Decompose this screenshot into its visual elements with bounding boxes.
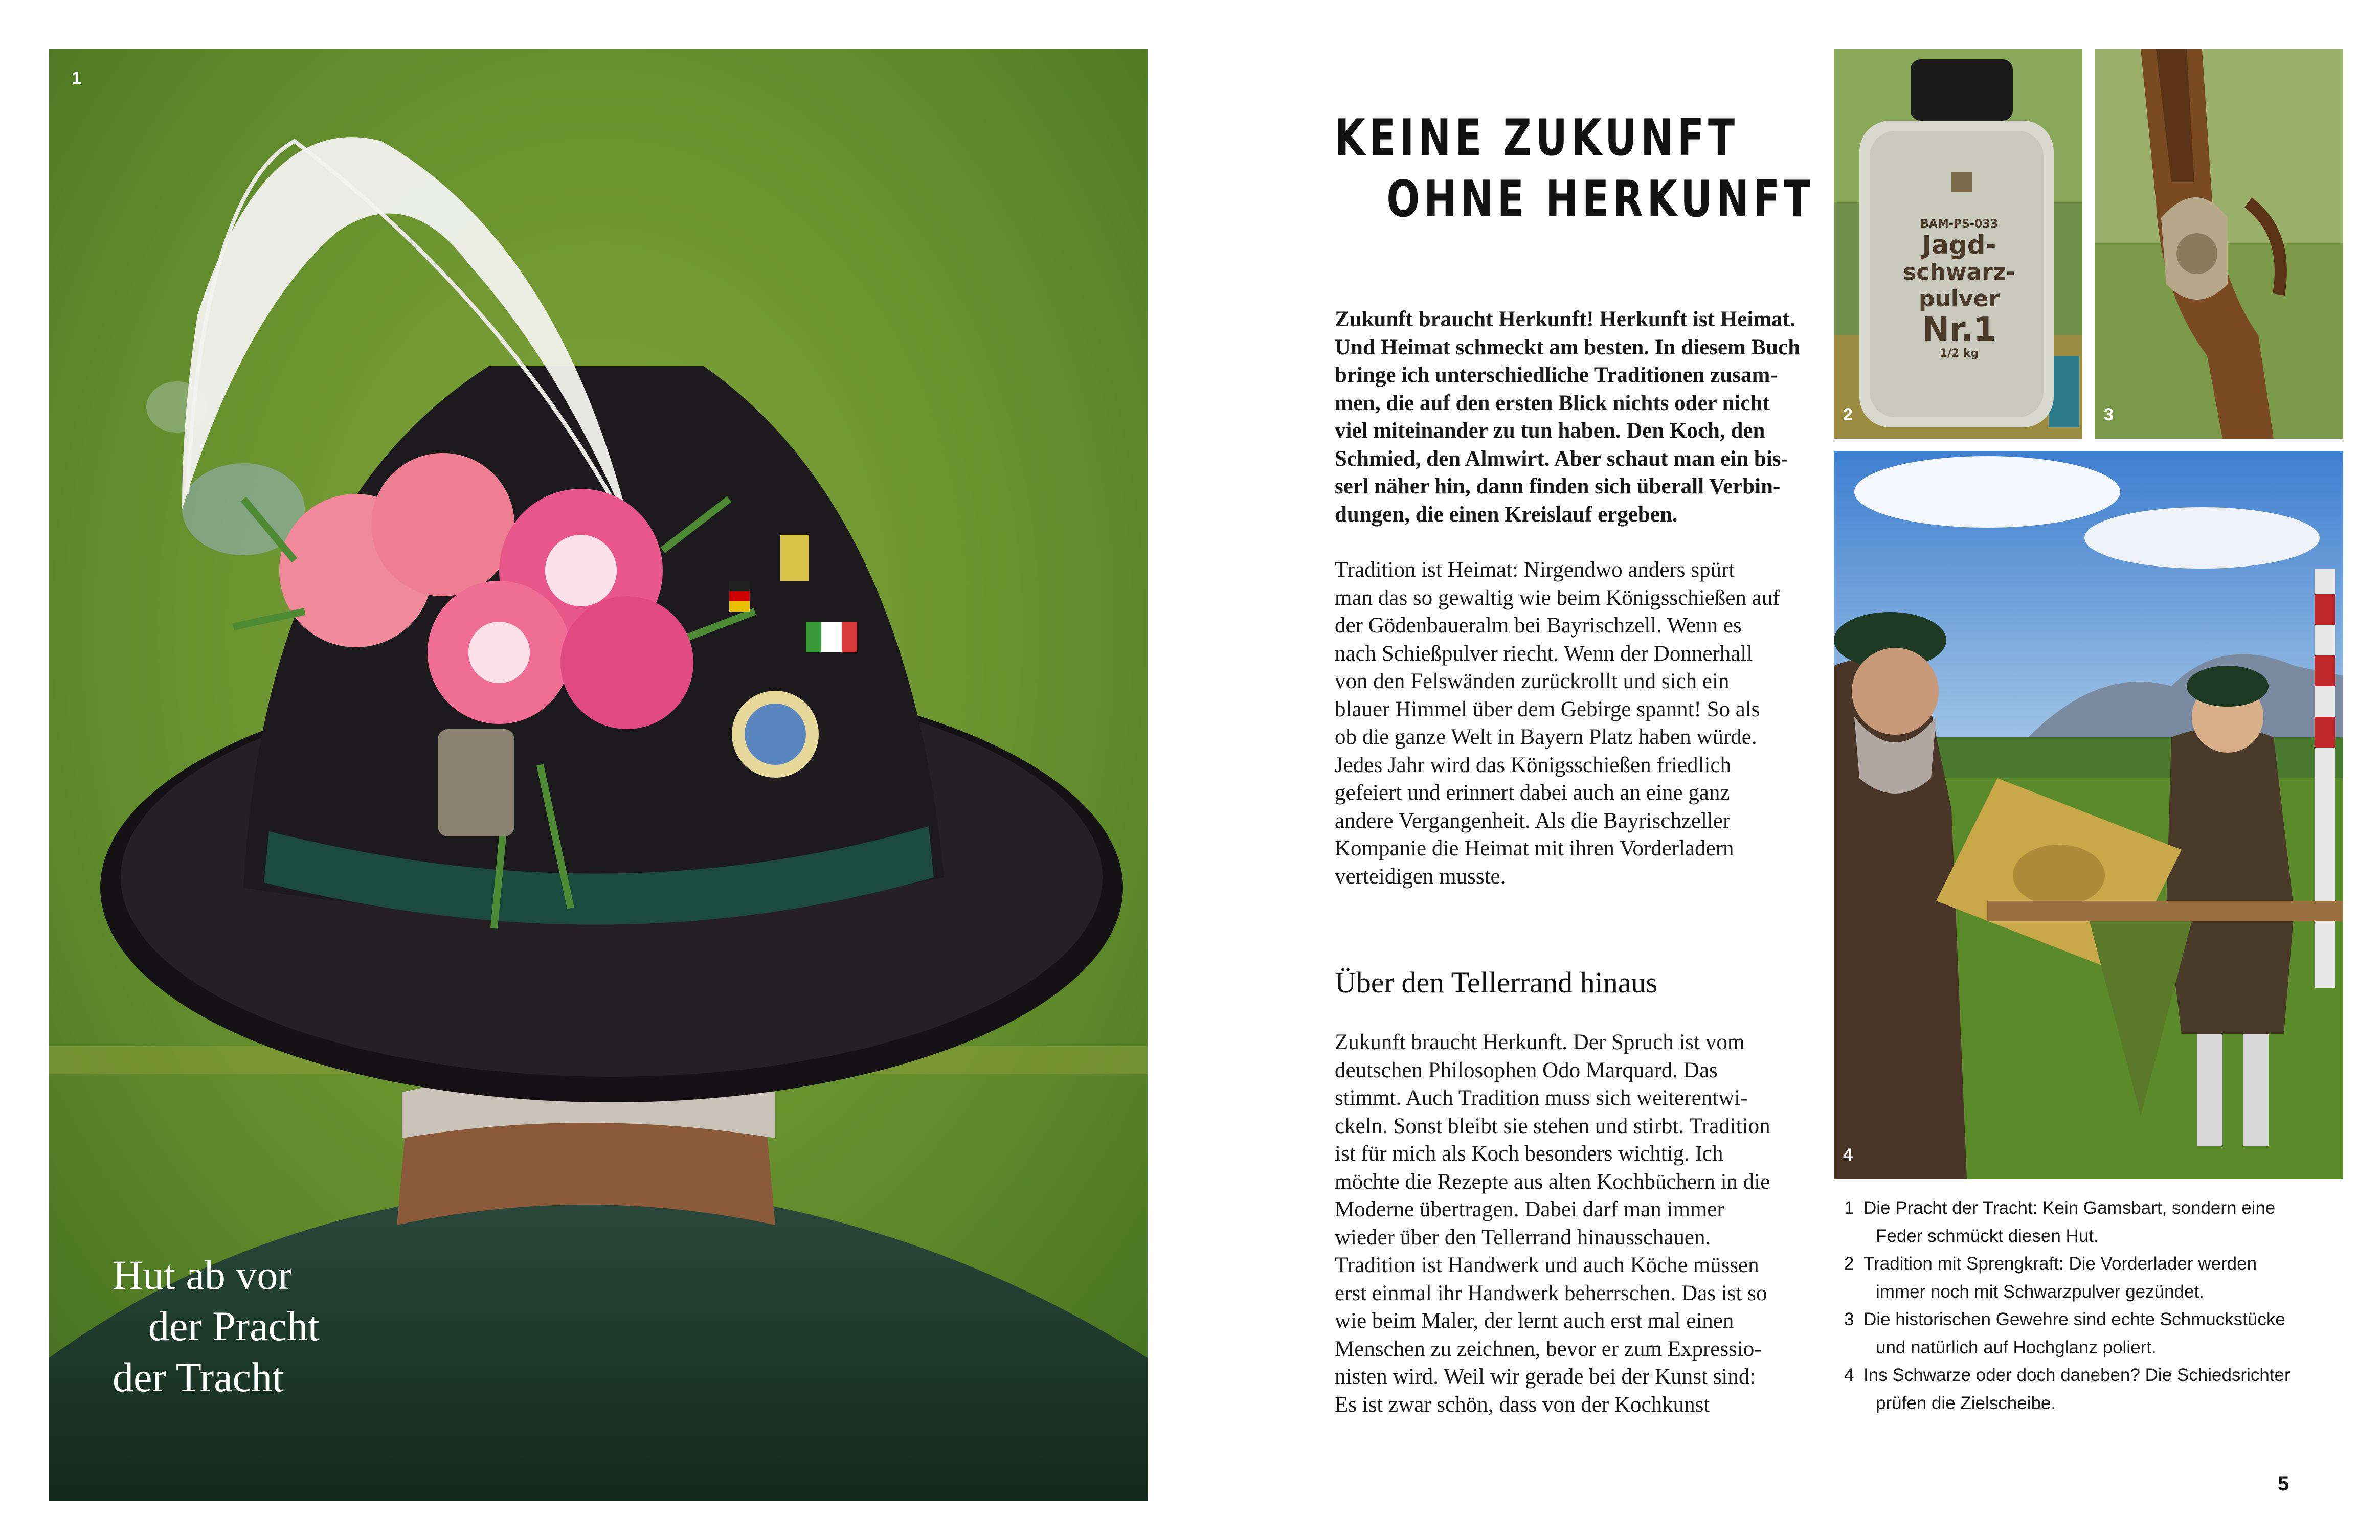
caption-2-continued: immer noch mit Schwarzpulver gezündet. <box>1876 1281 2204 1302</box>
caption-2 <box>1844 1250 2291 1278</box>
text-line: serl näher hin, dann finden sich überall Verbin- <box>1335 474 1781 499</box>
caption-number: 1 <box>1844 1198 1854 1218</box>
text-line: Und Heimat schmeckt am besten. In diesem Buch <box>1335 335 1801 359</box>
overlay-caption-line-3: der Tracht <box>113 1354 284 1400</box>
jar-label-weight: 1/2 kg <box>1939 347 1979 360</box>
jar-label-line: schwarz- <box>1903 259 2015 285</box>
caption-1 <box>1844 1194 2291 1222</box>
text-line: ckeln. Sonst bleibt sie stehen und stirbt. Tradition <box>1335 1114 1770 1138</box>
section-subheading: Über den Tellerrand hinaus <box>1335 966 1658 999</box>
text-line: möchte die Rezepte aus alten Kochbüchern in die <box>1335 1169 1770 1194</box>
caption-number: 2 <box>1844 1254 1854 1274</box>
caption-3-continued: und natürlich auf Hochglanz poliert. <box>1876 1337 2157 1357</box>
photo-number: 4 <box>1843 1145 1853 1165</box>
photo-number: 1 <box>72 69 81 88</box>
caption-number: 3 <box>1844 1309 1854 1329</box>
text-line: Tradition ist Heimat: Nirgendwo anders spürt <box>1335 558 1735 582</box>
caption-text: Tradition mit Sprengkraft: Die Vorderlader werden <box>1863 1254 2257 1274</box>
text-line: nisten wird. Weil wir gerade bei der Kunst sind: <box>1335 1365 1756 1389</box>
text-line: man das so gewaltig wie beim Königsschießen auf <box>1335 585 1780 610</box>
jar-label-number: Nr.1 <box>1922 311 1996 349</box>
text-line: ob die ganze Welt in Bayern Platz haben würde. <box>1335 725 1757 749</box>
rifle-illustration <box>2095 49 2343 439</box>
text-line: der Gödenbaueralm bei Bayrischzell. Wenn es <box>1335 614 1742 638</box>
photo-rifle-lock <box>2095 49 2343 439</box>
text-line: Zukunft braucht Herkunft. Der Spruch ist vom <box>1335 1030 1745 1054</box>
caption-number: 4 <box>1844 1365 1854 1385</box>
photo-judges-target <box>1834 451 2343 1179</box>
headline-line-1: KEINE ZUKUNFT <box>1335 109 1739 167</box>
text-line: Tradition ist Handwerk und auch Köche müssen <box>1335 1253 1759 1277</box>
page-number: 5 <box>2278 1473 2289 1495</box>
caption-text: Ins Schwarze oder doch daneben? Die Schiedsrichter <box>1863 1365 2291 1385</box>
text-line: Jedes Jahr wird das Königsschießen friedlich <box>1335 753 1731 777</box>
text-line: erst einmal ihr Handwerk beherrschen. Das ist so <box>1335 1281 1767 1305</box>
text-line: von den Felswänden zurückrollt und sich ein <box>1335 669 1730 693</box>
text-line: stimmt. Auch Tradition muss sich weiterentwi- <box>1335 1086 1748 1110</box>
caption-1-continued: Feder schmückt diesen Hut. <box>1876 1226 2099 1246</box>
text-line: deutschen Philosophen Odo Marquard. Das <box>1335 1058 1718 1082</box>
caption-text: Die historischen Gewehre sind echte Schmuckstücke <box>1863 1309 2285 1329</box>
caption-4-continued: prüfen die Zielscheibe. <box>1876 1393 2056 1413</box>
jar-label-code: BAM-PS-033 <box>1920 218 1998 231</box>
photo-number: 2 <box>1843 405 1853 424</box>
text-line: nach Schießpulver riecht. Wenn der Donnerhall <box>1335 641 1753 666</box>
caption-text: Die Pracht der Tracht: Kein Gamsbart, sondern eine <box>1863 1198 2276 1218</box>
photo-number: 3 <box>2104 405 2114 424</box>
judges-illustration <box>1834 451 2343 1179</box>
text-line: verteidigen musste. <box>1335 864 1506 889</box>
caption-3 <box>1844 1306 2291 1334</box>
text-line: Kompanie die Heimat mit ihren Vorderladern <box>1335 836 1734 860</box>
text-line: viel miteinander zu tun haben. Den Koch, den <box>1335 419 1765 443</box>
caption-4 <box>1844 1362 2291 1390</box>
text-line: dungen, die einen Kreislauf ergeben. <box>1335 502 1678 527</box>
text-line: andere Vergangenheit. Als die Bayrischzeller <box>1335 808 1731 833</box>
jar-label-line: Jagd- <box>1922 230 1996 260</box>
text-line: gefeiert und erinnert dabei auch an eine ganz <box>1335 781 1730 805</box>
body-paragraph-2 <box>1335 556 1795 891</box>
overlay-caption-line-2: der Pracht <box>148 1303 320 1349</box>
overlay-caption-line-1: Hut ab vor <box>113 1252 292 1298</box>
text-line: ist für mich als Koch besonders wichtig. Ich <box>1335 1142 1723 1166</box>
headline-line-2: OHNE HERKUNFT <box>1386 170 1814 229</box>
jar-label-line: pulver <box>1918 286 2000 312</box>
photo-overlay-caption <box>113 1250 320 1403</box>
text-line: Es ist zwar schön, dass von der Kochkunst <box>1335 1392 1710 1417</box>
text-line: bringe ich unterschiedliche Traditionen zusam- <box>1335 363 1778 387</box>
page-headline <box>1335 107 1814 230</box>
jar-label <box>1895 218 2023 360</box>
body-paragraph-3 <box>1335 1029 1795 1419</box>
text-line: Moderne übertragen. Dabei darf man immer <box>1335 1197 1724 1221</box>
photo-hat-feather <box>49 49 1148 1501</box>
photo-captions <box>1844 1194 2291 1417</box>
photo-powder-jar <box>1834 49 2082 439</box>
text-line: Zukunft braucht Herkunft! Herkunft ist Heimat. <box>1335 307 1795 331</box>
text-line: wieder über den Tellerrand hinausschauen. <box>1335 1225 1711 1250</box>
body-column <box>1335 306 1801 918</box>
text-line: Schmied, den Almwirt. Aber schaut man ein bis- <box>1335 446 1788 471</box>
text-line: men, die auf den ersten Blick nichts oder nicht <box>1335 391 1770 415</box>
text-line: blauer Himmel über dem Gebirge spannt! So als <box>1335 697 1760 721</box>
text-line: wie beim Maler, der lernt auch erst mal einen <box>1335 1309 1734 1333</box>
intro-paragraph <box>1335 306 1801 529</box>
text-line: Menschen zu zeichnen, bevor er zum Expressio- <box>1335 1337 1762 1361</box>
